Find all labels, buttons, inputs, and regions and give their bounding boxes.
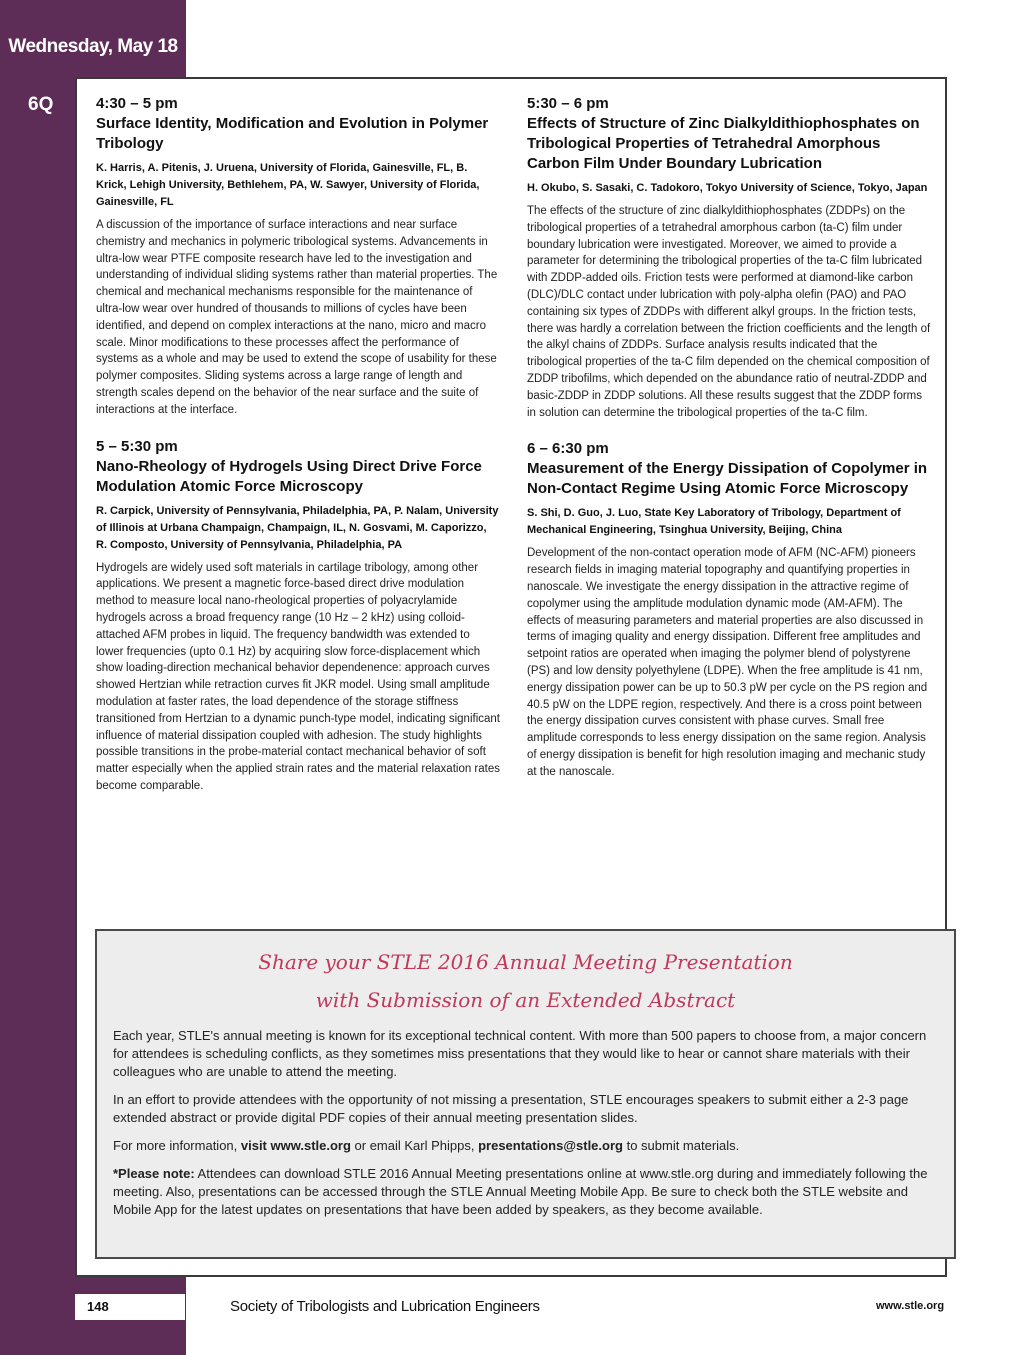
right-column	[527, 94, 931, 799]
note-label: *Please note:	[113, 1166, 195, 1181]
talk-authors: H. Okubo, S. Sasaki, C. Tadokoro, Tokyo University of Science, Tokyo, Japan	[527, 182, 928, 194]
talk-authors: R. Carpick, University of Pennsylvania, Philadelphia, PA, P. Nalam, University of Illinois at Urbana Champaign, Champaign, IL, N. Gosvami, M. Caporizzo, R. Composto, University of Pennsylvania, Philadelphia, PA	[96, 504, 499, 551]
talk-time: 5 – 5:30 pm	[96, 437, 178, 455]
note-text: Attendees can download STLE 2016 Annual Meeting presentations online at www.stle.org during and immediately following the meeting. Also, presentations can be accessed through the STLE Annual Meeting Mobile App. Be sure to check both the STLE website and Mobile App for the latest updates on presentations that have been added by speakers, as they become available.	[113, 1166, 928, 1217]
talk-title: Measurement of the Energy Dissipation of Copolymer in Non-Contact Regime Using Atomic Force Microscopy	[527, 460, 928, 498]
callout-paragraph	[113, 1137, 939, 1155]
callout-heading-line: Share your STLE 2016 Annual Meeting Presentation	[258, 950, 793, 974]
callout-heading-line: with Submission of an Extended Abstract	[315, 988, 736, 1012]
talk-time: 5:30 – 6 pm	[527, 95, 609, 112]
text: or email Karl Phipps,	[350, 1138, 479, 1153]
text: to submit materials.	[622, 1138, 740, 1153]
footer-url[interactable]: www.stle.org	[876, 1300, 945, 1312]
talk-authors: S. Shi, D. Guo, J. Luo, State Key Laboratory of Tribology, Department of Mechanical Engineering, Tsinghua University, Beijing, China	[527, 507, 901, 537]
talk-time: 4:30 – 5 pm	[96, 95, 178, 112]
talk-abstract: The effects of the structure of zinc dialkyldithiophosphates (ZDDPs) on the tribological properties of a tetrahedral amorphous carbon (ta-C) film under boundary lubrication were investigated. Moreover, we aimed to provide a parameter for determining the tribological properties of the ta-C film lubricated with ZDDP-added oils. Friction tests were performed at diamond-like carbon (DLC)/DLC contact under lubrication with poly-alpha olefin (PAO) and PAO containing six types of ZDDPs with different alkyl groups. In the friction tests, there was hardly a correlation between the friction coefficients and the length of the alkyl chains of ZDDPs. Surface analysis results indicated that the tribological properties of the ta-C film depended on the chemical composition of ZDDP tribofilms, which depended on the abundance ratio of neutral-ZDDP and basic-ZDDP in ZDDP solutions. All these results suggest that the ZDDP forms in solution can determine the tribological properties of the ta-C film.	[527, 205, 931, 419]
talk-authors: K. Harris, A. Pitenis, J. Uruena, University of Florida, Gainesville, FL, B. Krick, Lehigh University, Bethlehem, PA, W. Sawyer, University of Florida, Gainesville, FL	[96, 162, 480, 208]
callout-body	[113, 1027, 939, 1229]
session-code: 6Q	[28, 94, 54, 115]
talk-entry	[527, 94, 931, 421]
left-column	[96, 94, 500, 813]
day-label: Wednesday, May 18	[8, 36, 178, 57]
website-link[interactable]: visit www.stle.org	[240, 1138, 351, 1153]
talk-abstract: Development of the non-contact operation mode of AFM (NC-AFM) pioneers research fields in imaging material topography and quantifying properties in nanoscale. We investigate the energy dissipation in the attractive regime of copolymer using the amplitude modulation dynamic mode (AM-AFM). The effects of measuring parameters and material properties are also discussed in terms of imaging quality and energy dissipation. Different free amplitudes and setpoint ratios are operated when imaging the polymer blend of polystyrene (PS) and low density polyethylene (LDPE). When the free amplitude is 41 nm, energy dissipation power can be up to 50.3 pW per cycle on the PS region and 40.5 pW on the LDPE region, respectively. And there is a cross point between the energy dissipation curves consistent with phase curves. Small free amplitude corresponds to less energy dissipation on the same region. Analysis of energy dissipation is benefit for high resolution imaging and mechanic study at the nanoscale.	[527, 547, 928, 778]
talk-entry	[96, 437, 500, 795]
callout-heading	[97, 943, 954, 1019]
callout-paragraph: In an effort to provide attendees with the opportunity of not missing a presentation, STLE encourages speakers to submit either a 2-3 page extended abstract or provide digital PDF copies of their annual meeting presentation slides.	[113, 1092, 909, 1125]
email-link[interactable]: presentations@stle.org	[478, 1138, 623, 1153]
page-number: 148	[75, 1294, 185, 1320]
talk-title: Surface Identity, Modification and Evolution in Polymer Tribology	[96, 115, 489, 152]
talk-entry	[527, 439, 931, 780]
talk-abstract: A discussion of the importance of surface interactions and near surface chemistry and mechanics in polymeric tribological systems. Advancements in ultra-low wear PTFE composite research have led to the investigation and understanding of individual sliding systems rather than material properties. The chemical and mechanical mechanisms responsible for the maintenance of ultra-low wear over hundred of thousands to millions of cycles have been identified, and depend on complex interactions at the nano, micro and macro scale. Minor modifications to these processes affect the performance of systems as a whole and may be used to extend the scope of usability for these polymer composites. Sliding systems across a large range of length and strength scales depend on the behavior of the near surface and the suite of interactions at the interface.	[96, 219, 498, 416]
callout-paragraph: Each year, STLE's annual meeting is known for its exceptional technical content. With more than 500 papers to choose from, a major concern for attendees is scheduling conflicts, as they sometimes miss presentations that they would like to hear or cannot share materials with their colleagues who are unable to attend the meeting.	[113, 1028, 927, 1079]
footer-organization: Society of Tribologists and Lubrication Engineers	[230, 1298, 540, 1315]
text: For more information,	[113, 1138, 241, 1153]
extended-abstract-callout	[95, 929, 956, 1259]
talk-title: Effects of Structure of Zinc Dialkyldithiophosphates on Tribological Properties of Tetrahedral Amorphous Carbon Film Under Boundary Lubrication	[527, 115, 920, 172]
talk-abstract: Hydrogels are widely used soft materials in cartilage tribology, among other applications. We present a magnetic force-based direct drive modulation method to measure local nano-rheological properties of polyacrylamide hydrogels across a broad frequency range (10 Hz – 2 kHz) using colloid-attached AFM probes in liquid. The frequency bandwidth was extended to lower frequencies (upto 0.1 Hz) by acquiring slow force-displacement which show loading-direction mechanical behavior dependenence: approach curves showed Hertzian while retraction curves fit JKR model. Using small amplitude modulation at faster rates, the load dependence of the storage stiffness transitioned from Hertzian to a dynamic punch-type model, indicating significant influence of material dissipation coupled with adhesion. The study highlights possible transitions in the probe-material contact mechanical behavior of soft matter especially when the applied strain rates and the material relaxation rates become comparable.	[96, 561, 500, 792]
talk-entry	[96, 94, 500, 419]
callout-paragraph	[113, 1165, 939, 1219]
talk-time: 6 – 6:30 pm	[527, 440, 609, 458]
talk-title: Nano-Rheology of Hydrogels Using Direct Drive Force Modulation Atomic Force Microscopy	[96, 457, 482, 495]
